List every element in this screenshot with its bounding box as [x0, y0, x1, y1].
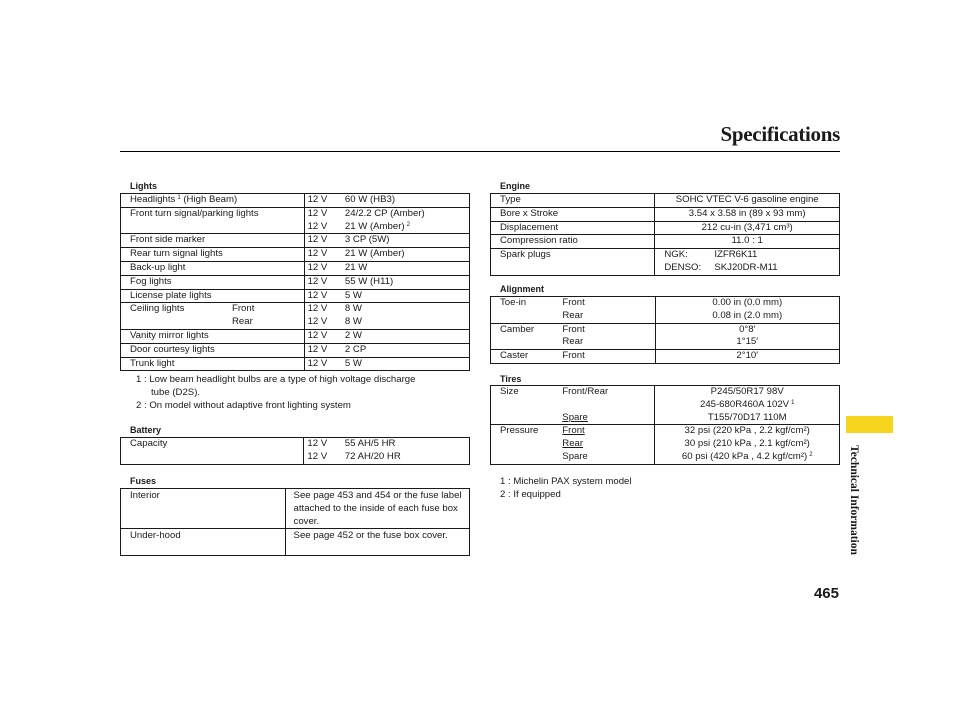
volt-cell: 12 V: [304, 207, 345, 220]
label-cell: [491, 336, 563, 349]
pos-cell: Rear: [562, 438, 584, 450]
engine-heading: Engine: [500, 181, 531, 191]
spec-cell: 72 AH/20 HR: [345, 451, 470, 464]
label-cell: [121, 221, 305, 234]
table-row: [491, 235, 840, 249]
spec-cell: 8 W: [345, 303, 470, 316]
value-cell: SOHC VTEC V-6 gasoline engine: [655, 194, 840, 208]
label-cell: Caster: [491, 350, 563, 364]
table-row: [121, 438, 470, 451]
footnote: 2 : On model without adaptive front lighting system: [136, 400, 351, 411]
value-cell: 212 cu-in (3,471 cm³): [655, 221, 840, 235]
spec-cell: 24/2.2 CP (Amber): [345, 207, 470, 220]
volt-cell: 12 V: [304, 248, 345, 262]
footnote: 1 : Low beam headlight bulbs are a type of high voltage discharge: [136, 374, 416, 385]
table-row: [491, 323, 840, 336]
label-cell: Back-up light: [121, 261, 305, 275]
volt-cell: 12 V: [304, 234, 345, 248]
tires-table: [490, 385, 840, 465]
pos-cell: Rear: [562, 309, 584, 321]
value-cell: 11.0 : 1: [655, 235, 840, 249]
label-cell: [491, 399, 563, 412]
volt-cell: 12 V: [304, 261, 345, 275]
volt-cell: 12 V: [304, 289, 345, 303]
side-tab-label: Technical Information: [848, 445, 860, 555]
spec-cell: 3 CP (5W): [345, 234, 470, 248]
spec-cell: 5 W: [345, 357, 470, 371]
table-row: [121, 357, 470, 371]
table-row: [121, 261, 470, 275]
volt-cell: 12 V: [304, 329, 345, 343]
label-cell: Size: [491, 386, 563, 399]
alignment-table: [490, 296, 840, 364]
footnote: tube (D2S).: [151, 387, 201, 398]
pos-cell: Front: [562, 350, 655, 364]
spec-cell: 2 W: [345, 329, 470, 343]
tires-heading: Tires: [500, 374, 522, 384]
pos-cell: [562, 399, 655, 412]
table-row: [121, 221, 470, 234]
value-cell: 0.08 in (2.0 mm): [655, 310, 839, 323]
table-row: [491, 399, 840, 412]
table-row: [121, 234, 470, 248]
value-cell: 32 psi (220 kPa , 2.2 kgf/cm²): [655, 425, 840, 438]
engine-table: [490, 193, 840, 276]
label-cell: Vanity mirror lights: [121, 329, 305, 343]
table-row: [121, 275, 470, 289]
table-row: [121, 289, 470, 303]
table-row: [491, 297, 840, 310]
volt-cell: 12 V: [304, 357, 345, 371]
value-cell: 2°10′: [655, 350, 839, 364]
section-tab-marker: [846, 416, 893, 433]
label-cell: Camber: [491, 323, 563, 336]
label-cell: [121, 451, 304, 464]
battery-heading: Battery: [130, 425, 162, 435]
title-rule: [120, 151, 840, 152]
table-row: [121, 489, 470, 529]
label-cell: Rear: [121, 316, 305, 329]
value-cell: T155/70D17 110M: [655, 412, 840, 425]
label-cell: Front turn signal/parking lights: [121, 207, 305, 220]
value-cell: 3.54 x 3.58 in (89 x 93 mm): [655, 207, 840, 221]
table-row: [121, 529, 470, 556]
table-row: [121, 207, 470, 220]
table-row: [491, 310, 840, 323]
lights-heading: Lights: [130, 181, 157, 191]
spec-cell: 2 CP: [345, 343, 470, 357]
label-cell: Compression ratio: [491, 235, 655, 249]
footnote: 2 : If equipped: [500, 489, 561, 500]
table-row: [121, 248, 470, 262]
label-cell: Interior: [121, 489, 286, 529]
label-cell: Under-hood: [121, 529, 286, 556]
value-cell: 0°8′: [655, 323, 839, 336]
spec-cell: 5 W: [345, 289, 470, 303]
volt-cell: 12 V: [304, 194, 345, 208]
table-row: [491, 451, 840, 464]
pos-cell: Rear: [562, 336, 584, 348]
pos-cell: Spare: [562, 451, 655, 464]
label-cell: Pressure: [491, 425, 563, 438]
label-cell: [491, 412, 563, 425]
page-number: 465: [813, 585, 839, 602]
table-row: [491, 412, 840, 425]
lights-notes: [136, 373, 415, 412]
table-row: [491, 249, 840, 262]
table-row: [491, 350, 840, 364]
label-cell: Ceiling lights Front: [121, 303, 305, 316]
fuses-heading: Fuses: [130, 476, 157, 486]
label-cell: License plate lights: [121, 289, 305, 303]
volt-cell: 12 V: [304, 343, 345, 357]
text-cell: See page 452 or the fuse box cover.: [285, 529, 469, 556]
label-cell: Front side marker: [121, 234, 305, 248]
volt-cell: 12 V: [304, 438, 345, 451]
table-row: [491, 336, 840, 349]
label-cell: Rear turn signal lights: [121, 248, 305, 262]
pos-cell: Front/Rear: [562, 386, 655, 399]
table-row: [121, 303, 470, 316]
table-row: [121, 316, 470, 329]
spec-cell: 55 AH/5 HR: [345, 438, 470, 451]
text-cell: See page 453 and 454 or the fuse label attached to the inside of each fuse box cover.: [285, 489, 469, 529]
spec-cell: 55 W (H11): [345, 275, 470, 289]
volt-cell: 12 V: [304, 316, 345, 329]
label-cell: Door courtesy lights: [121, 343, 305, 357]
fuses-table: [120, 488, 470, 556]
table-row: [491, 262, 840, 275]
volt-cell: 12 V: [304, 275, 345, 289]
table-row: [121, 329, 470, 343]
spec-cell: 8 W: [345, 316, 470, 329]
value-cell: 0.00 in (0.0 mm): [655, 297, 839, 310]
footnote: 1 : Michelin PAX system model: [500, 476, 632, 487]
table-row: [491, 207, 840, 221]
battery-table: [120, 437, 470, 465]
spec-cell: 21 W (Amber) $^2$: [345, 221, 470, 234]
pos-cell: Front: [562, 425, 655, 438]
value-cell: 30 psi (210 kPa , 2.1 kgf/cm²): [655, 438, 840, 451]
table-row: [491, 386, 840, 399]
value-cell: DENSO: SKJ20DR-M11: [655, 262, 840, 275]
label-cell: Displacement: [491, 221, 655, 235]
spec-cell: 21 W: [345, 261, 470, 275]
volt-cell: 12 V: [304, 221, 345, 234]
lights-table: [120, 193, 470, 371]
lights-headlights-label: Headlights $^1$ (High Beam): [121, 194, 305, 208]
table-row: [121, 194, 470, 208]
tires-notes: [500, 475, 632, 501]
table-row: [491, 438, 840, 451]
label-cell: Fog lights: [121, 275, 305, 289]
volt-cell: 12 V: [304, 451, 345, 464]
label-cell: Bore x Stroke: [491, 207, 655, 221]
value-cell: P245/50R17 98V: [655, 386, 840, 399]
label-cell: Trunk light: [121, 357, 305, 371]
label-cell: [491, 310, 563, 323]
label-cell: Spark plugs: [491, 249, 655, 262]
label-cell: [491, 438, 563, 451]
table-row: [491, 425, 840, 438]
label-cell: Capacity: [121, 438, 304, 451]
table-row: [491, 221, 840, 235]
spec-cell: 21 W (Amber): [345, 248, 470, 262]
spec-cell: 60 W (HB3): [345, 194, 470, 208]
value-cell: 60 psi (420 kPa , 4.2 kgf/cm²) $^2$: [655, 451, 840, 464]
table-row: [491, 194, 840, 208]
label-cell: [491, 262, 655, 275]
label-cell: Toe-in: [491, 297, 563, 310]
label-cell: Type: [491, 194, 655, 208]
value-cell: 1°15′: [655, 336, 839, 349]
value-cell: 245-680R460A 102V $^1$: [655, 399, 840, 412]
pos-cell: Front: [562, 323, 655, 336]
volt-cell: 12 V: [304, 303, 345, 316]
label-cell: [491, 451, 563, 464]
value-cell: NGK: IZFR6K11: [655, 249, 840, 262]
alignment-heading: Alignment: [500, 284, 544, 294]
page-title: Specifications: [720, 122, 840, 146]
pos-cell: Front: [562, 297, 655, 310]
table-row: [121, 343, 470, 357]
table-row: [121, 451, 470, 464]
pos-cell: Spare: [562, 411, 588, 423]
